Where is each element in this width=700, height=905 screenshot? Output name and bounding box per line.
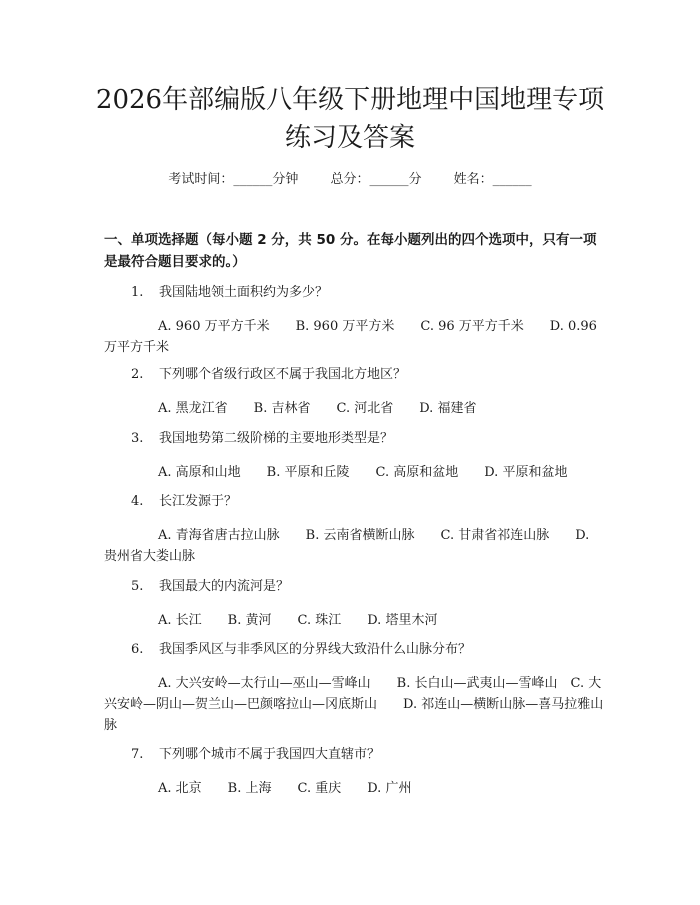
exam-score-blank: ______ — [369, 172, 409, 187]
question-number: 5. — [131, 579, 144, 594]
exam-time-unit: 分钟 — [272, 172, 299, 187]
question-number: 1. — [131, 285, 144, 300]
question-number: 3. — [131, 431, 144, 446]
exam-name — [454, 172, 532, 187]
question-2 — [104, 364, 604, 419]
question-number: 7. — [131, 747, 144, 762]
exam-time-blank: ______ — [233, 172, 273, 187]
question-options: A. 高原和山地 B. 平原和丘陵 C. 高原和盆地 D. 平原和盆地 — [158, 465, 568, 480]
page-title-line1: 2026年部编版八年级下册地理中国地理专项 — [95, 85, 605, 115]
question-number: 4. — [131, 494, 144, 509]
question-1 — [104, 282, 604, 358]
question-stem: 下列哪个城市不属于我国四大直辖市？ — [159, 747, 381, 762]
question-6 — [104, 639, 604, 736]
question-options: A. 长江 B. 黄河 C. 珠江 D. 塔里木河 — [158, 613, 438, 628]
question-options: A. 北京 B. 上海 C. 重庆 D. 广州 — [158, 781, 412, 796]
exam-time — [168, 172, 302, 187]
exam-score — [330, 172, 425, 187]
question-stem: 我国陆地领土面积约为多少？ — [159, 285, 329, 300]
question-4 — [104, 491, 604, 567]
question-stem: 我国地势第二级阶梯的主要地形类型是？ — [159, 431, 394, 446]
question-3 — [104, 428, 604, 483]
question-stem: 长江发源于？ — [159, 494, 238, 509]
question-7 — [104, 744, 604, 799]
exam-score-label: 总分： — [330, 172, 370, 187]
exam-score-unit: 分 — [408, 172, 422, 187]
exam-name-blank: ______ — [492, 172, 532, 187]
section-heading: 一、单项选择题（每小题 2 分，共 50 分。在每小题列出的四个选项中，只有一项是最符合题目要求的。） — [104, 232, 597, 270]
exam-info — [0, 168, 700, 187]
question-options: A. 大兴安岭—太行山—巫山—雪峰山 B. 长白山—武夷山—雪峰山 C. 大兴安岭—阴山—贺兰山—巴颜喀拉山—冈底斯山 D. 祁连山—横断山脉—喜马拉雅山脉 — [104, 676, 604, 733]
page-title-line2: 练习及答案 — [284, 123, 415, 153]
question-options: A. 青海省唐古拉山脉 B. 云南省横断山脉 C. 甘肃省祁连山脉 D. 贵州省大娄山脉 — [104, 528, 590, 564]
exam-name-label: 姓名： — [453, 172, 493, 187]
question-options: A. 960 万平方千米 B. 960 万平方米 C. 96 万平方千米 D. 0.96 万平方千米 — [104, 319, 597, 355]
question-stem: 下列哪个省级行政区不属于我国北方地区？ — [159, 367, 407, 382]
question-options: A. 黑龙江省 B. 吉林省 C. 河北省 D. 福建省 — [158, 401, 477, 416]
question-stem: 我国季风区与非季风区的分界线大致沿什么山脉分布？ — [159, 642, 472, 657]
exam-time-label: 考试时间： — [168, 172, 234, 187]
question-5 — [104, 576, 604, 631]
question-number: 2. — [131, 367, 144, 382]
question-number: 6. — [131, 642, 144, 657]
question-stem: 我国最大的内流河是？ — [159, 579, 290, 594]
